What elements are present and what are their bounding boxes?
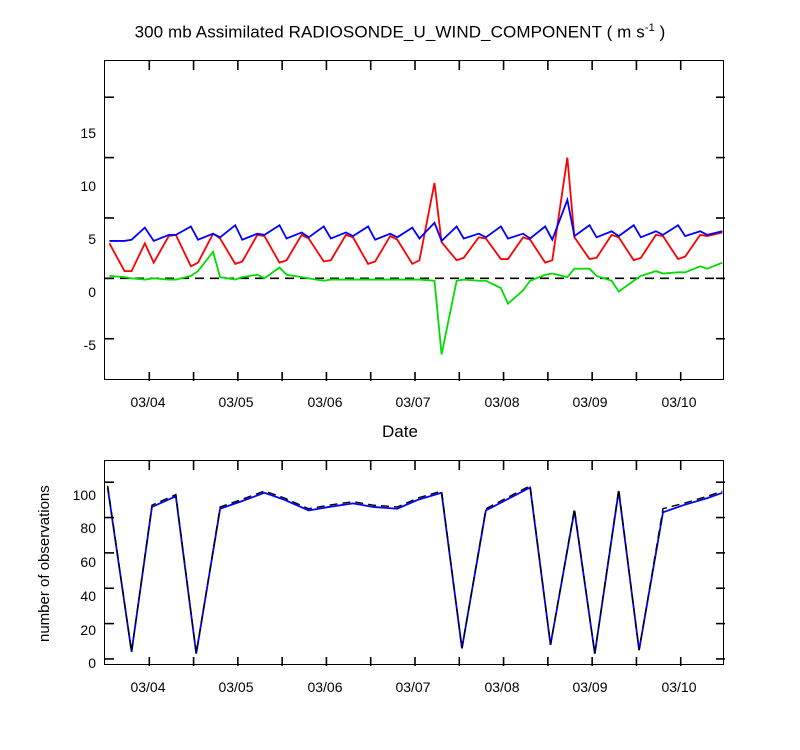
x-axis-title: Date: [382, 422, 418, 441]
top-ytick-0: 0: [88, 284, 96, 300]
bottom-ytick-0: 0: [88, 655, 96, 671]
bottom-xtick-0309: 03/09: [572, 679, 608, 695]
bottom-plot-area: [104, 460, 724, 665]
top-plot-area: [104, 60, 724, 380]
top-ytick-minus5: -5: [83, 337, 96, 353]
chart-title: [0, 22, 800, 43]
top-xtick-0310: 03/10: [661, 394, 697, 410]
bottom-xtick-0307: 03/07: [395, 679, 431, 695]
top-chart-svg: [105, 61, 725, 381]
top-xtick-0308: 03/08: [484, 394, 520, 410]
top-xtick-0306: 03/06: [307, 394, 343, 410]
bottom-ytick-80: 80: [80, 520, 96, 536]
chart-title-prefix: 300 mb Assimilated RADIOSONDE_U_WIND_COMPONENT ( m s: [134, 22, 645, 42]
bottom-panel: [0, 450, 800, 740]
bottom-xtick-0306: 03/06: [307, 679, 343, 695]
top-ytick-15: 15: [80, 125, 96, 141]
bottom-xtick-0304: 03/04: [130, 679, 166, 695]
top-ytick-5: 5: [88, 231, 96, 247]
bottom-chart-svg: [105, 461, 725, 666]
top-xtick-0307: 03/07: [395, 394, 431, 410]
bottom-xtick-0310: 03/10: [661, 679, 697, 695]
top-xtick-0309: 03/09: [572, 394, 608, 410]
chart-title-suffix: ): [654, 22, 666, 42]
bottom-ytick-60: 60: [80, 554, 96, 570]
bottom-xtick-0305: 03/05: [218, 679, 254, 695]
top-panel: [0, 50, 800, 440]
bottom-ytick-100: 100: [72, 487, 96, 503]
top-xtick-0305: 03/05: [218, 394, 254, 410]
bottom-ytick-40: 40: [80, 588, 96, 604]
bottom-ytick-20: 20: [80, 622, 96, 638]
bottom-xtick-0308: 03/08: [484, 679, 520, 695]
top-ytick-10: 10: [80, 178, 96, 194]
chart-title-exponent: -1: [644, 22, 655, 34]
top-xtick-0304: 03/04: [130, 394, 166, 410]
y-axis-title: number of observations: [36, 485, 53, 642]
